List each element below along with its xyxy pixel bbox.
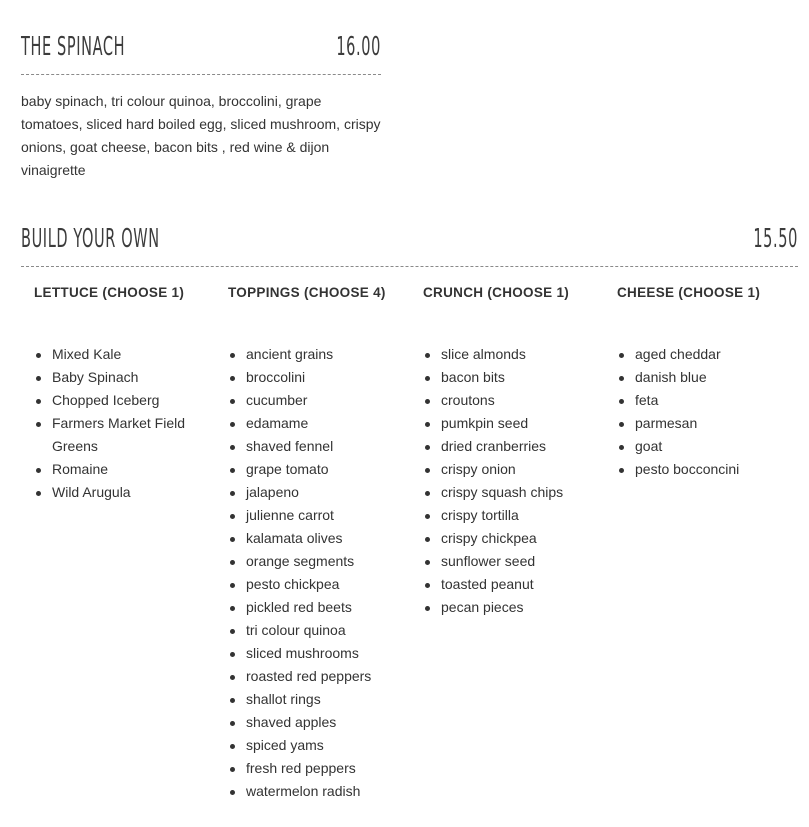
list-item: sliced mushrooms: [246, 642, 406, 665]
list-item: goat: [635, 435, 795, 458]
list-item: pecan pieces: [441, 596, 601, 619]
menu-item-price: 16.00: [336, 32, 381, 62]
list-item: cucumber: [246, 389, 406, 412]
list-item: pumkpin seed: [441, 412, 601, 435]
menu-item-name: BUILD YOUR OWN: [21, 224, 160, 254]
list-item: crispy tortilla: [441, 504, 601, 527]
list-item: sunflower seed: [441, 550, 601, 573]
option-list: [21, 343, 202, 504]
list-item: pickled red beets: [246, 596, 406, 619]
list-item: shallot rings: [246, 688, 406, 711]
column-heading: CRUNCH (CHOOSE 1): [423, 285, 570, 300]
list-item: crispy squash chips: [441, 481, 601, 504]
list-item: spiced yams: [246, 734, 406, 757]
list-item: shaved apples: [246, 711, 406, 734]
list-item: croutons: [441, 389, 601, 412]
list-item: roasted red peppers: [246, 665, 406, 688]
list-item: bacon bits: [441, 366, 601, 389]
menu-item-header: [21, 32, 381, 75]
column-heading: CHEESE (CHOOSE 1): [617, 285, 761, 300]
list-item: crispy chickpea: [441, 527, 601, 550]
list-item: kalamata olives: [246, 527, 406, 550]
list-item: Baby Spinach: [52, 366, 202, 389]
list-item: pesto bocconcini: [635, 458, 795, 481]
option-list: [410, 343, 601, 619]
list-item: pesto chickpea: [246, 573, 406, 596]
list-item: feta: [635, 389, 795, 412]
list-item: ancient grains: [246, 343, 406, 366]
list-item: Chopped Iceberg: [52, 389, 202, 412]
option-list: [215, 343, 406, 803]
list-item: Farmers Market Field Greens: [52, 412, 202, 458]
list-item: dried cranberries: [441, 435, 601, 458]
list-item: Romaine: [52, 458, 202, 481]
list-item: crispy onion: [441, 458, 601, 481]
list-item: edamame: [246, 412, 406, 435]
list-item: jalapeno: [246, 481, 406, 504]
list-item: tri colour quinoa: [246, 619, 406, 642]
menu-item-price: 15.50: [753, 224, 798, 254]
menu-item-header: [21, 224, 798, 267]
column-heading: TOPPINGS (CHOOSE 4): [228, 285, 386, 300]
list-item: Wild Arugula: [52, 481, 202, 504]
column-heading: LETTUCE (CHOOSE 1): [34, 285, 185, 300]
list-item: broccolini: [246, 366, 406, 389]
menu-item-the-spinach: [21, 32, 381, 182]
list-item: parmesan: [635, 412, 795, 435]
list-item: toasted peanut: [441, 573, 601, 596]
menu-item-description: baby spinach, tri colour quinoa, broccolini, grape tomatoes, sliced hard boiled egg, sliced mushroom, crispy onions, goat cheese, bacon bits , red wine & dijon vinaigrette: [21, 93, 381, 178]
list-item: watermelon radish: [246, 780, 406, 803]
list-item: julienne carrot: [246, 504, 406, 527]
options-columns: [21, 267, 798, 827]
list-item: aged cheddar: [635, 343, 795, 366]
list-item: slice almonds: [441, 343, 601, 366]
list-item: Mixed Kale: [52, 343, 202, 366]
list-item: danish blue: [635, 366, 795, 389]
list-item: orange segments: [246, 550, 406, 573]
menu-item-build-your-own: [21, 224, 798, 827]
option-list: [604, 343, 795, 481]
list-item: shaved fennel: [246, 435, 406, 458]
menu-item-name: THE SPINACH: [21, 32, 126, 62]
list-item: fresh red peppers: [246, 757, 406, 780]
list-item: grape tomato: [246, 458, 406, 481]
